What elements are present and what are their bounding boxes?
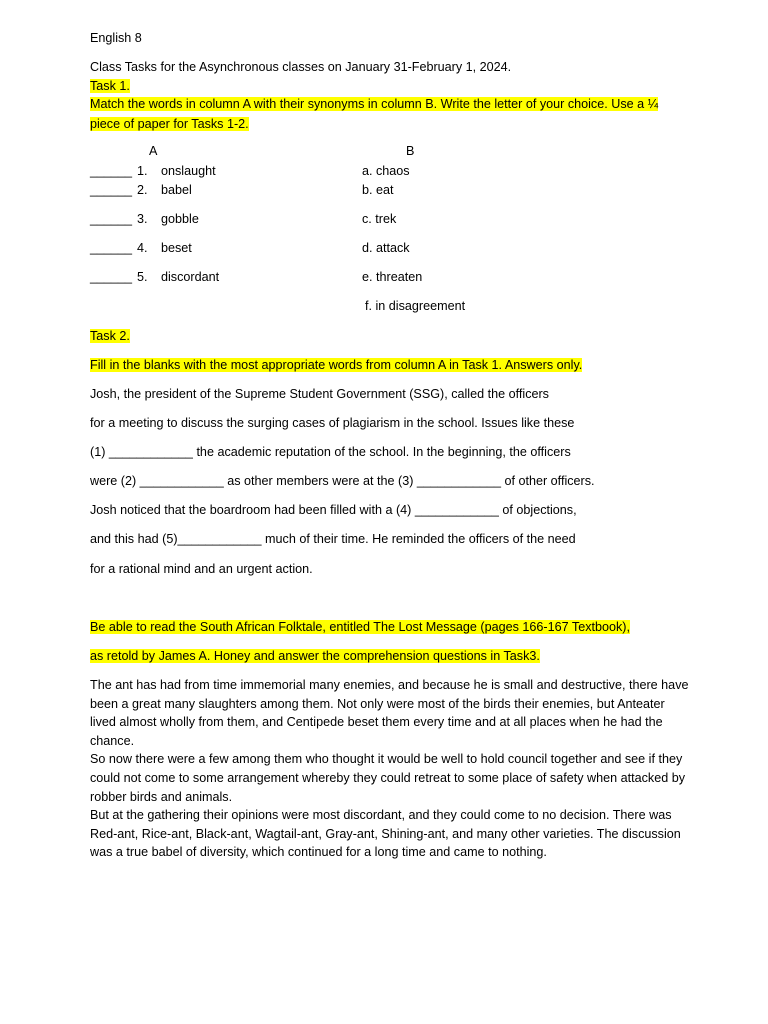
column-a-word: onslaught [161, 164, 216, 178]
column-b-option: c. trek [362, 212, 397, 226]
match-row [0, 162, 768, 180]
answer-blank: ______ [90, 183, 133, 197]
item-number: 4. [137, 241, 148, 255]
column-b-option: f. in disagreement [365, 299, 466, 313]
task2-line: for a meeting to discuss the surging cases of plagiarism in the school. Issues like these [90, 416, 575, 430]
column-a-word: discordant [161, 270, 220, 284]
column-b-header: B [406, 144, 415, 158]
task2-instruction [90, 356, 582, 374]
reading-note-text-1: Be able to read the South African Folktale, entitled The Lost Message (pages 166-167 Textbook), [90, 620, 631, 634]
task2-line: were (2) ____________ as other members were at the (3) ____________ of other officers. [90, 474, 595, 488]
course-title: English 8 [90, 31, 142, 45]
task1-instruction-line1 [90, 95, 658, 113]
folktale-excerpt [90, 676, 690, 862]
column-b-option: e. threaten [362, 270, 423, 284]
reading-note-line1 [90, 618, 630, 636]
task2-line: Josh noticed that the boardroom had been filled with a (4) ____________ of objections, [90, 503, 577, 517]
column-a-word: babel [161, 183, 192, 197]
document-subtitle: Class Tasks for the Asynchronous classes on January 31-February 1, 2024. [90, 60, 512, 74]
match-row [0, 239, 768, 257]
reading-note-text-2: as retold by James A. Honey and answer the comprehension questions in Task3. [90, 649, 540, 663]
answer-blank: ______ [90, 270, 133, 284]
match-row [0, 181, 768, 199]
task2-line: for a rational mind and an urgent action. [90, 562, 313, 576]
task1-title [90, 77, 130, 95]
match-row-extra [0, 297, 768, 315]
column-b-option: a. chaos [362, 164, 410, 178]
answer-blank: ______ [90, 241, 133, 255]
match-row [0, 210, 768, 228]
task2-line: (1) ____________ the academic reputation of the school. In the beginning, the officers [90, 445, 571, 459]
item-number: 1. [137, 164, 148, 178]
column-b-option: b. eat [362, 183, 394, 197]
column-a-word: beset [161, 241, 192, 255]
item-number: 2. [137, 183, 148, 197]
answer-blank: ______ [90, 212, 133, 226]
task2-line: Josh, the president of the Supreme Student Government (SSG), called the officers [90, 387, 549, 401]
column-b-option: d. attack [362, 241, 410, 255]
answer-blank: ______ [90, 164, 133, 178]
task1-instruction-text-2: piece of paper for Tasks 1-2. [90, 117, 249, 131]
folktale-paragraph: So now there were a few among them who thought it would be well to hold council together and see if they could not come to some arrangement whereby they could retreat to some place of safety when attacked by robber birds and animals. [90, 752, 686, 804]
task2-title-text: Task 2. [90, 329, 130, 343]
folktale-paragraph: But at the gathering their opinions were most discordant, and they could come to no decision. There was Red-ant, Rice-ant, Black-ant, Wagtail-ant, Gray-ant, Shining-ant, and many other varieties. The discussion was a true babel of diversity, which continued for a long time and came to nothing. [90, 808, 681, 860]
item-number: 5. [137, 270, 148, 284]
task1-instruction-line2 [90, 115, 249, 133]
task1-title-text: Task 1. [90, 79, 130, 93]
item-number: 3. [137, 212, 148, 226]
column-a-word: gobble [161, 212, 199, 226]
reading-note-line2 [90, 647, 540, 665]
match-row [0, 268, 768, 286]
task2-line: and this had (5)____________ much of their time. He reminded the officers of the need [90, 532, 576, 546]
folktale-paragraph: The ant has had from time immemorial many enemies, and because he is small and destructive, there have been a great many slaughters among them. Not only were most of the birds their enemies, but Anteater lived almost wholly from them, and Centipede beset them every time and at all places when he had the chance. [90, 678, 689, 748]
task2-title [90, 327, 130, 345]
task1-instruction-text-1: Match the words in column A with their synonyms in column B. Write the letter of your choice. Use a ¼ [90, 97, 659, 111]
column-a-header: A [149, 144, 158, 158]
task2-instruction-text: Fill in the blanks with the most appropriate words from column A in Task 1. Answers only. [90, 358, 583, 372]
